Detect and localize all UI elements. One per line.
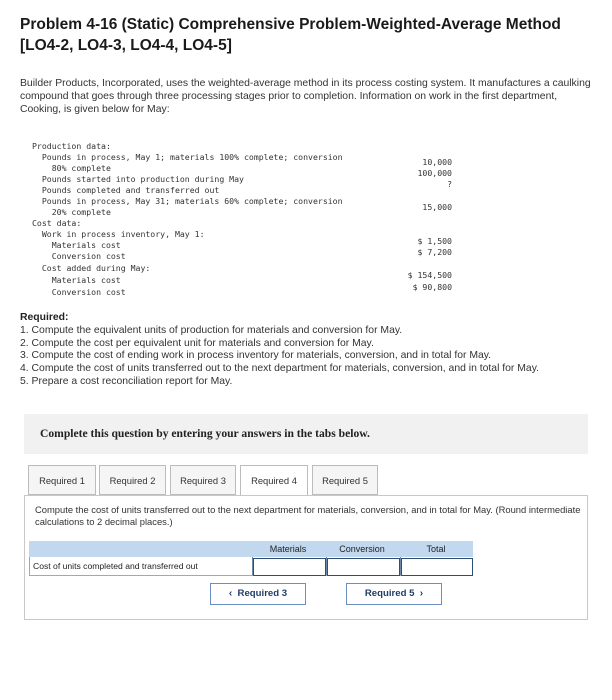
data-line-label: Pounds in process, May 1; materials 100% complete; conversion — [32, 152, 343, 162]
header-total: Total — [426, 544, 446, 554]
instructions-panel — [24, 414, 588, 454]
data-line-label: Pounds in process, May 31; materials 60% complete; conversion — [32, 196, 343, 206]
data-line-label: Work in process inventory, May 1: — [32, 229, 205, 239]
next-required-button[interactable] — [346, 583, 442, 605]
prev-button-label: Required 3 — [237, 588, 288, 599]
tab-required-1[interactable]: Required 1 — [28, 465, 96, 495]
problem-intro: Builder Products, Incorporated, uses the weighted-average method in its process costing system. It manufactures a caulking compound that goes through three processing stages prior to completion. Information on work in the first department, Cooking, is given below for May: — [20, 78, 591, 115]
conversion-input[interactable] — [327, 558, 400, 576]
answer-table-row — [29, 557, 473, 576]
tab-required-5[interactable]: Required 5 — [312, 465, 378, 495]
data-line-label: Materials cost — [32, 240, 121, 250]
data-line-value: 100,000 — [417, 168, 452, 178]
data-line-label: Conversion cost — [32, 287, 126, 297]
data-line-label: 80% complete — [32, 163, 111, 173]
chevron-right-icon: › — [419, 588, 424, 599]
data-line-label: Pounds started into production during May — [32, 174, 244, 184]
data-line-value: $ 90,800 — [412, 282, 452, 292]
required-section — [20, 312, 595, 389]
problem-title: Problem 4-16 (Static) Comprehensive Problem-Weighted-Average Method [LO4-2, LO4-3, LO4-4, LO4-5] — [20, 16, 561, 54]
total-cell — [400, 557, 473, 575]
data-line-value: ? — [447, 179, 452, 189]
conversion-cell — [326, 557, 400, 575]
data-line-label: Materials cost — [32, 275, 121, 285]
data-line-value: $ 7,200 — [417, 247, 452, 257]
row-label: Cost of units completed and transferred out — [33, 561, 198, 571]
data-line-label: Cost added during May: — [32, 263, 151, 273]
required-item: 1. Compute the equivalent units of production for materials and conversion for May. — [20, 324, 403, 336]
required-heading: Required: — [20, 312, 69, 323]
data-line-label: Cost data: — [32, 218, 82, 228]
tab-required-3[interactable]: Required 3 — [170, 465, 236, 495]
required-item: 4. Compute the cost of units transferred out to the next department for materials, conversion, and in total for May. — [20, 363, 540, 375]
data-line-value: $ 154,500 — [407, 270, 452, 280]
data-line-label: Production data: — [32, 141, 111, 151]
header-materials: Materials — [269, 544, 307, 554]
required-item: 3. Compute the cost of ending work in process inventory for materials, conversion, and in total for May. — [20, 350, 492, 362]
materials-cell — [252, 557, 326, 575]
data-line-label: Pounds completed and transferred out — [32, 185, 220, 195]
required-item: 2. Compute the cost per equivalent unit for materials and conversion for May. — [20, 337, 374, 349]
tab-instruction: Compute the cost of units transferred out to the next department for materials, conversion, and in total for May. (Round intermediate calculations to 2 decimal places.) — [35, 504, 581, 527]
data-line-value: $ 1,500 — [417, 236, 452, 246]
required-item: 5. Prepare a cost reconciliation report for May. — [20, 375, 233, 387]
chevron-left-icon: ‹ — [228, 588, 233, 599]
instructions-text: Complete this question by entering your answers in the tabs below. — [40, 427, 370, 440]
tab-content — [24, 495, 588, 620]
data-line-label: Conversion cost — [32, 251, 126, 261]
tab-required-4[interactable]: Required 4 — [240, 465, 308, 496]
answer-table-header — [29, 541, 473, 557]
header-conversion: Conversion — [339, 544, 385, 554]
next-button-label: Required 5 — [364, 588, 415, 599]
total-input[interactable] — [401, 558, 473, 576]
tab-required-2[interactable]: Required 2 — [99, 465, 166, 495]
data-line-label: 20% complete — [32, 207, 111, 217]
data-line-value: 10,000 — [422, 157, 452, 167]
prev-required-button[interactable] — [210, 583, 306, 605]
data-line-value: 15,000 — [422, 202, 452, 212]
materials-input[interactable] — [253, 558, 326, 576]
